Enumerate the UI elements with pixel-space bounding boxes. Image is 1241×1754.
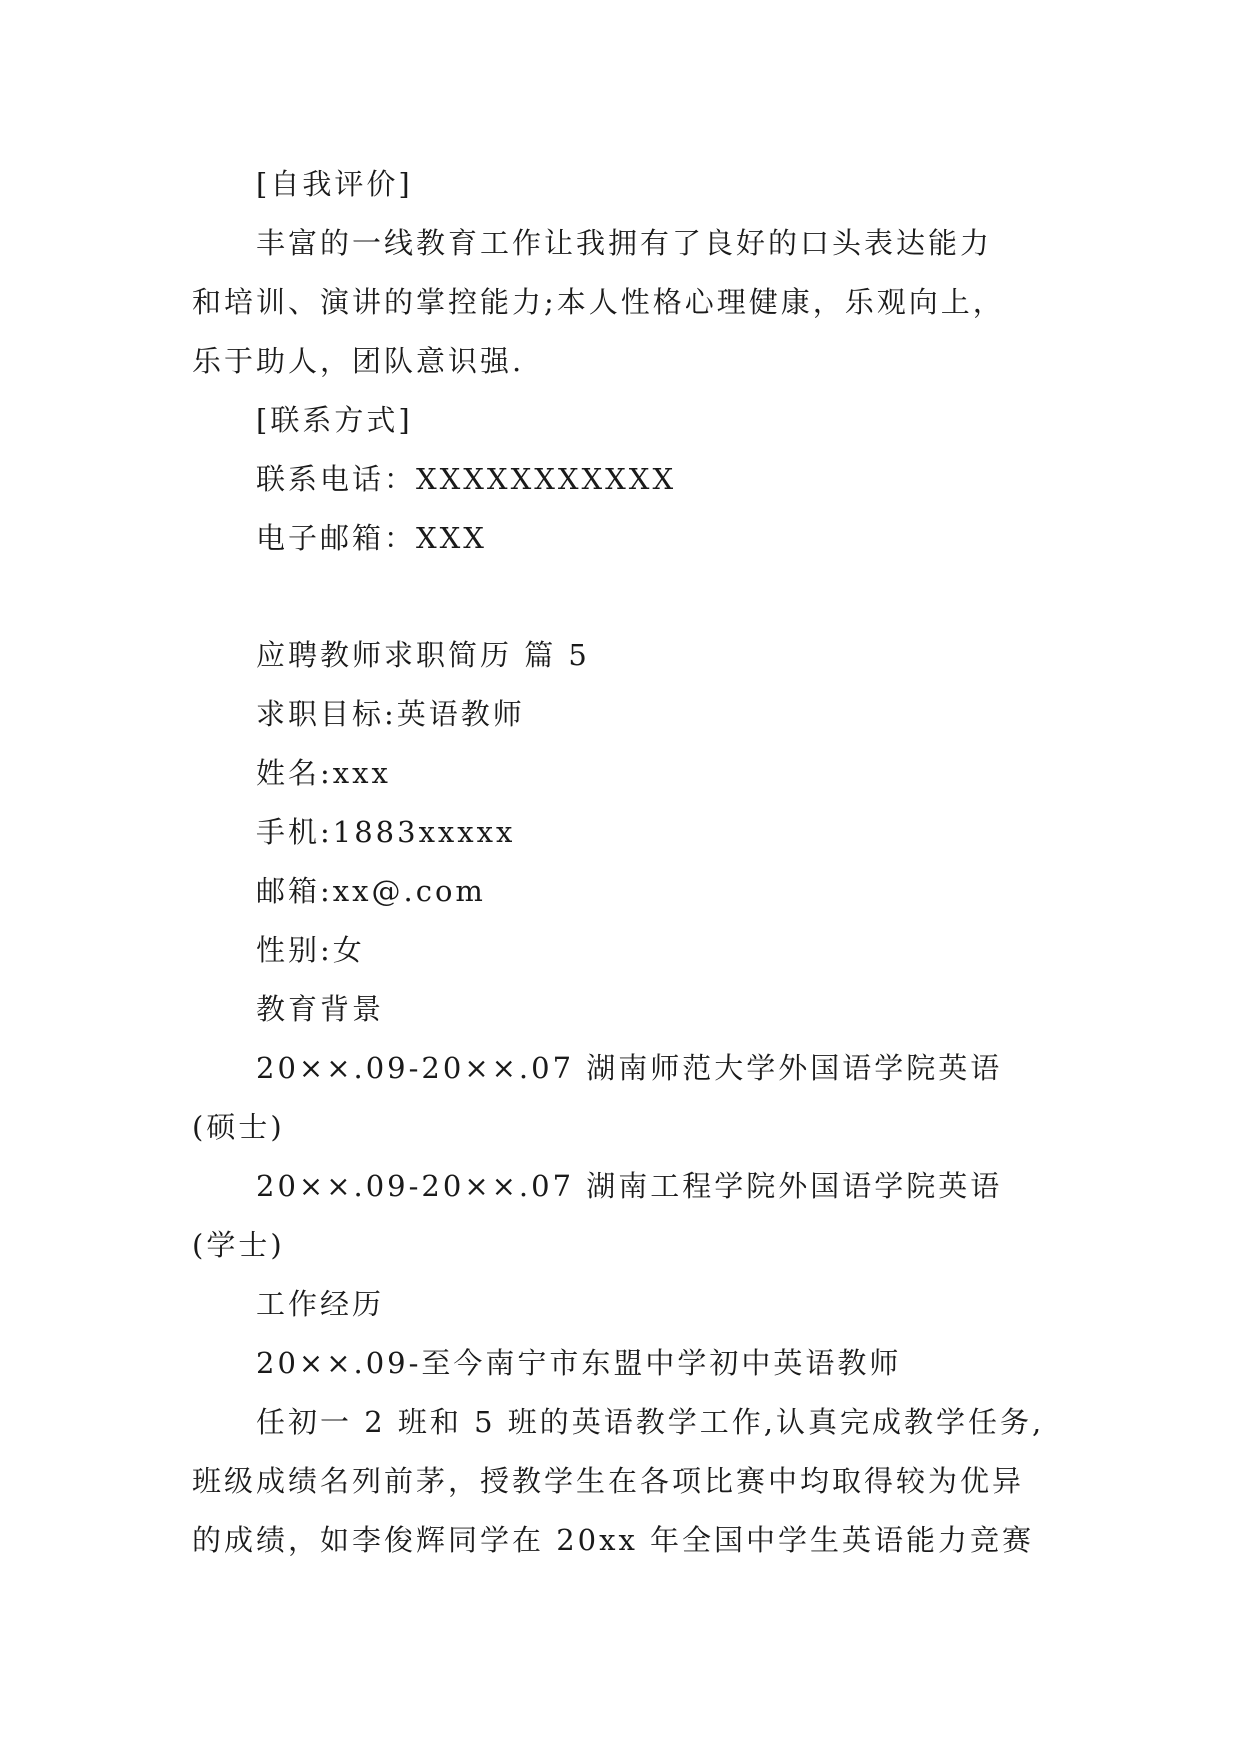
contact-phone: 联系电话：XXXXXXXXXXX: [256, 462, 677, 496]
self-eval-line-2: 和培训、演讲的掌控能力;本人性格心理健康，乐观向上，: [192, 285, 1005, 319]
name-field: 姓名:xxx: [256, 756, 391, 790]
mail-field: 邮箱:xx@.com: [256, 874, 486, 908]
contact-email: 电子邮箱：XXX: [256, 521, 487, 555]
contact-heading: [联系方式]: [256, 403, 413, 437]
self-eval-line-1: 丰富的一线教育工作让我拥有了良好的口头表达能力: [256, 226, 993, 260]
education-entry-2: 20××.09-20××.07 湖南工程学院外国语学院英语: [256, 1169, 1003, 1203]
education-entry-2-degree: (学士): [192, 1228, 285, 1262]
education-entry-1-degree: (硕士): [192, 1110, 285, 1144]
mobile-field: 手机:1883xxxxx: [256, 815, 516, 849]
work-title: 20××.09-至今南宁市东盟中学初中英语教师: [256, 1346, 902, 1380]
self-eval-heading: [自我评价]: [256, 167, 413, 201]
self-eval-line-3: 乐于助人，团队意识强.: [192, 344, 525, 378]
job-objective: 求职目标:英语教师: [256, 697, 525, 731]
education-heading: 教育背景: [256, 992, 385, 1026]
work-line-2: 班级成绩名列前茅，授教学生在各项比赛中均取得较为优异: [192, 1464, 1025, 1498]
work-line-1: 任初一 2 班和 5 班的英语教学工作,认真完成教学任务,: [256, 1405, 1045, 1439]
education-entry-1: 20××.09-20××.07 湖南师范大学外国语学院英语: [256, 1051, 1003, 1085]
gender-field: 性别:女: [256, 933, 365, 967]
work-line-3: 的成绩，如李俊辉同学在 20xx 年全国中学生英语能力竞赛: [192, 1523, 1035, 1557]
resume-title: 应聘教师求职简历 篇 5: [256, 638, 590, 672]
work-heading: 工作经历: [256, 1287, 385, 1321]
